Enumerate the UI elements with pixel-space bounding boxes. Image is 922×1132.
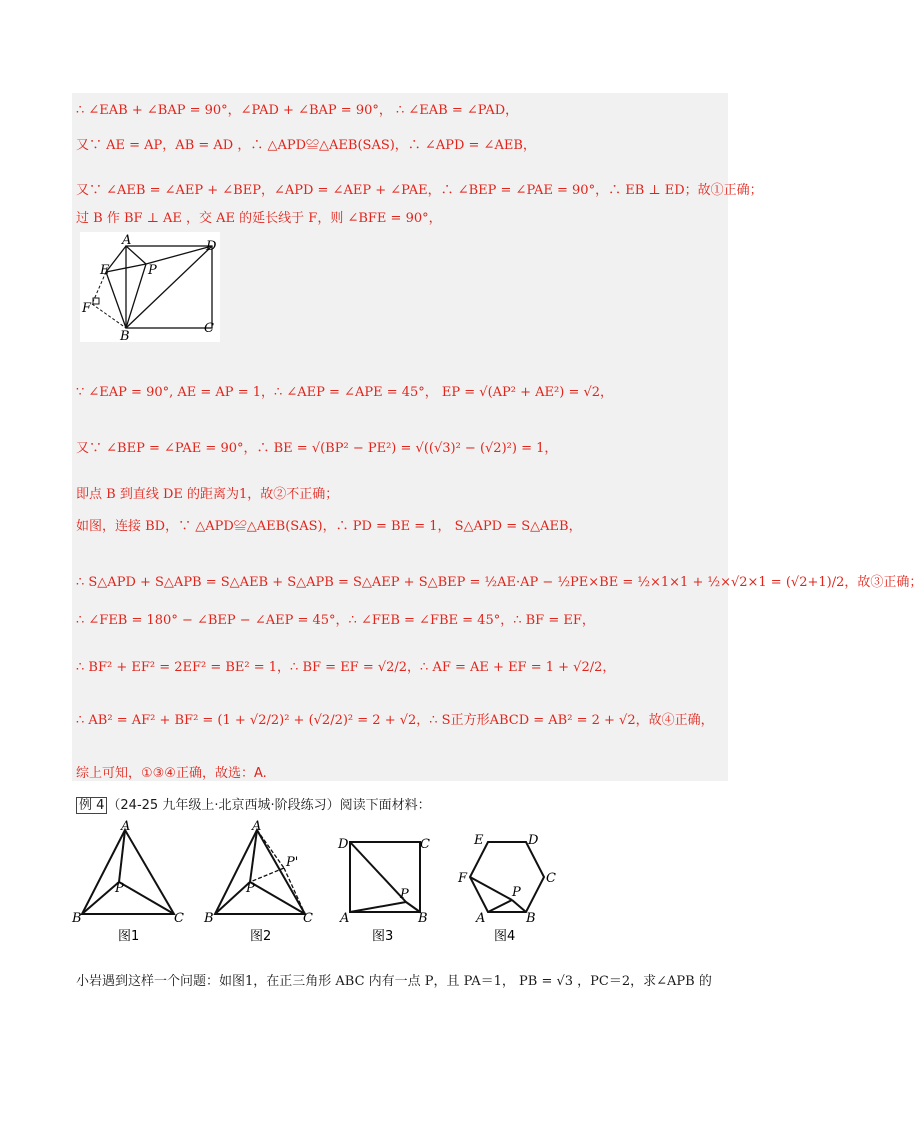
solution-line-5: ∵ ∠EAP = 90°, AE = AP = 1，∴ ∠AEP = ∠APE = 45°， EP = √(AP² + AE²) = √2， bbox=[76, 385, 614, 400]
fig3-label-P: P bbox=[400, 887, 409, 902]
solution-line-1: ∴ ∠EAB + ∠BAP = 90°，∠PAD + ∠BAP = 90°， ∴ ∠EAB = ∠PAD， bbox=[76, 103, 519, 118]
fig4-caption: 图4 bbox=[494, 929, 516, 944]
fig3-label-A: A bbox=[340, 911, 350, 926]
square-figure bbox=[80, 232, 220, 342]
fig1-label-B: B bbox=[72, 911, 82, 926]
solution-line-3: 又∵ ∠AEB = ∠AEP + ∠BEP，∠APD = ∠AEP + ∠PAE，∴ ∠BEP = ∠PAE = 90°，∴ EB ⊥ ED；故①正确； bbox=[76, 183, 763, 198]
figures-row bbox=[70, 819, 730, 947]
fig2-label-P-prime: P' bbox=[286, 855, 299, 870]
label-P: P bbox=[148, 263, 157, 278]
solution-line-12: ∴ AB² = AF² + BF² = (1 + √2/2)² + (√2/2)² = 2 + √2，∴ S正方形ABCD = AB² = 2 + √2，故④正确， bbox=[76, 713, 714, 728]
fig4-label-D: D bbox=[528, 833, 539, 848]
solution-line-4: 过 B 作 BF ⊥ AE ，交 AE 的延长线于 F，则 ∠BFE = 90°， bbox=[76, 211, 442, 226]
label-B: B bbox=[120, 329, 130, 344]
figure-2 bbox=[203, 819, 313, 944]
fig1-label-C: C bbox=[174, 911, 184, 926]
fig4-label-P: P bbox=[512, 885, 521, 900]
fig3-label-D: D bbox=[338, 837, 349, 852]
solution-line-10: ∴ ∠FEB = 180° − ∠BEP − ∠AEP = 45°，∴ ∠FEB = ∠FBE = 45°，∴ BF = EF， bbox=[76, 613, 595, 628]
label-A: A bbox=[122, 233, 132, 248]
label-C: C bbox=[204, 321, 214, 336]
fig4-label-A: A bbox=[476, 911, 486, 926]
fig2-label-P: P bbox=[246, 881, 255, 896]
label-D: D bbox=[206, 239, 217, 254]
example-tag: 例 4 bbox=[76, 797, 107, 814]
fig2-label-B: B bbox=[204, 911, 214, 926]
figure-3 bbox=[337, 837, 430, 944]
solution-conclusion: 综上可知，①③④正确，故选：A. bbox=[76, 766, 267, 781]
fig4-label-F: F bbox=[458, 871, 468, 886]
example-header bbox=[76, 794, 431, 813]
figure-4 bbox=[457, 833, 556, 944]
label-E: E bbox=[100, 263, 110, 278]
fig4-label-E: E bbox=[474, 833, 484, 848]
fig1-caption: 图1 bbox=[118, 929, 140, 944]
fig2-label-C: C bbox=[303, 911, 313, 926]
solution-line-8: 如图，连接 BD，∵ △APD≌△AEB(SAS)，∴ PD = BE = 1， S△APD = S△AEB， bbox=[76, 519, 582, 534]
problem-text: 小岩遇到这样一个问题：如图1，在正三角形 ABC 内有一点 P，且 PA＝1， PB = √3 ，PC＝2，求∠APB 的 bbox=[76, 974, 712, 989]
fig4-label-B: B bbox=[526, 911, 536, 926]
solution-line-9: ∴ S△APD + S△APB = S△AEB + S△APB = S△AEP + S△BEP = ½AE·AP − ½PE×BE = ½×1×1 + ½×√2×1 = (√2+1)/2，故③正确； bbox=[76, 575, 922, 590]
figure-1 bbox=[71, 819, 184, 944]
fig3-caption: 图3 bbox=[372, 929, 394, 944]
fig1-label-A: A bbox=[121, 819, 131, 834]
solution-line-11: ∴ BF² + EF² = 2EF² = BE² = 1，∴ BF = EF = √2/2，∴ AF = AE + EF = 1 + √2/2， bbox=[76, 660, 616, 675]
fig3-label-C: C bbox=[420, 837, 430, 852]
example-source: （24-25 九年级上·北京西城·阶段练习）阅读下面材料： bbox=[107, 798, 431, 813]
fig2-label-A: A bbox=[252, 819, 262, 834]
fig1-label-P: P bbox=[115, 881, 124, 896]
fig2-caption: 图2 bbox=[250, 929, 272, 944]
fig3-label-B: B bbox=[418, 911, 428, 926]
solution-line-2: 又∵ AE = AP，AB = AD ，∴ △APD≌△AEB(SAS)，∴ ∠APD = ∠AEB， bbox=[76, 138, 536, 153]
solution-line-6: 又∵ ∠BEP = ∠PAE = 90°，∴ BE = √(BP² − PE²) = √((√3)² − (√2)²) = 1， bbox=[76, 441, 558, 456]
solution-line-7: 即点 B 到直线 DE 的距离为1，故②不正确； bbox=[76, 487, 339, 502]
fig4-label-C: C bbox=[546, 871, 556, 886]
label-F: F bbox=[82, 301, 92, 316]
